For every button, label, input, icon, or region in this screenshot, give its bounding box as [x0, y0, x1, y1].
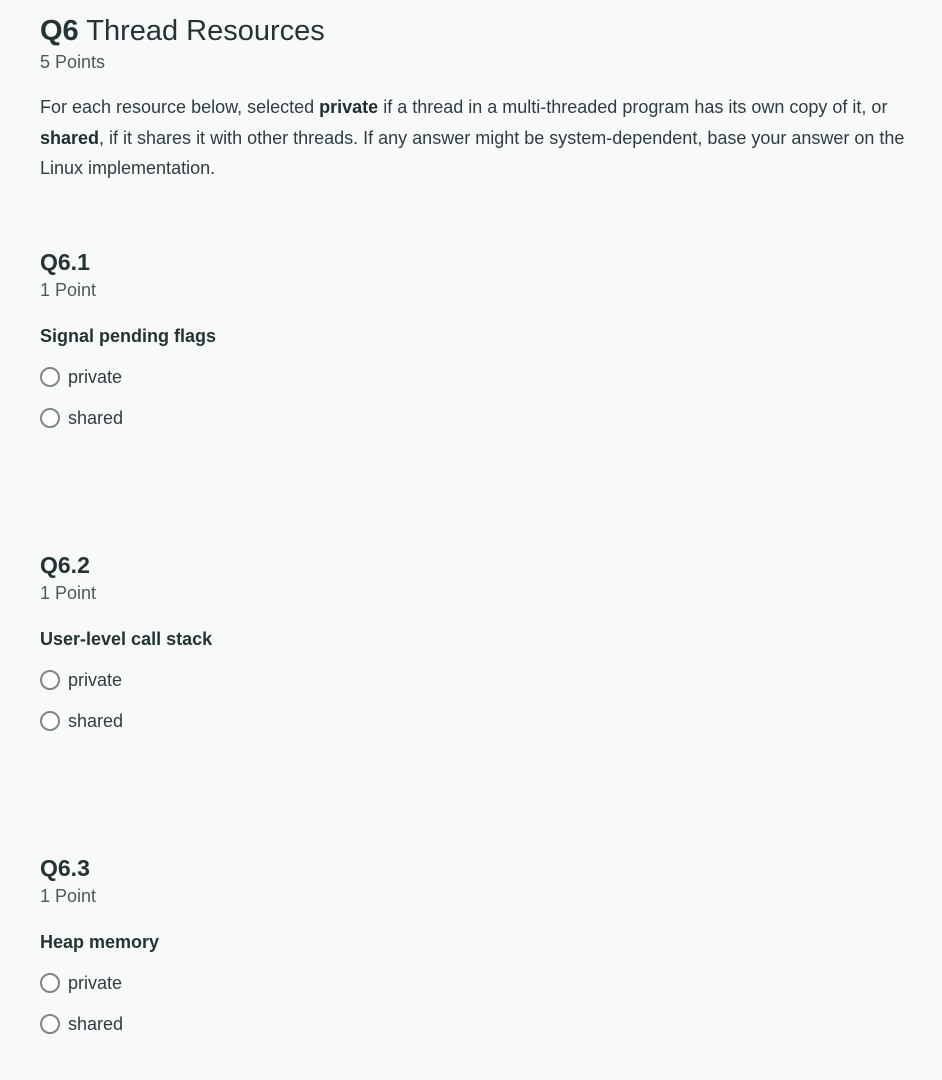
subquestion-points: 1 Point — [40, 583, 97, 603]
option-shared[interactable] — [40, 709, 900, 733]
instructions-text-1: For each resource below, selected — [40, 97, 320, 117]
subquestion-prompt: Heap memory — [40, 932, 160, 952]
option-shared[interactable] — [40, 1012, 900, 1036]
option-label: private — [68, 973, 123, 993]
question-title — [40, 13, 325, 49]
radio-button[interactable] — [40, 1014, 60, 1034]
radio-button[interactable] — [40, 367, 60, 387]
subquestion-points: 1 Point — [40, 280, 97, 300]
option-label: shared — [68, 1014, 124, 1034]
option-private[interactable] — [40, 668, 900, 692]
option-label: private — [68, 670, 123, 690]
question-number: Q6 — [40, 15, 79, 47]
radio-button[interactable] — [40, 973, 60, 993]
subquestion-points: 1 Point — [40, 886, 97, 906]
radio-button[interactable] — [40, 670, 60, 690]
subquestion-6-1 — [40, 248, 900, 430]
option-shared[interactable] — [40, 406, 900, 430]
subquestion-prompt: Signal pending flags — [40, 326, 217, 346]
option-private[interactable] — [40, 365, 900, 389]
subquestion-title: Q6.2 — [40, 552, 90, 578]
option-label: private — [68, 367, 123, 387]
option-label: shared — [68, 711, 124, 731]
instructions-text-2: if a thread in a multi-threaded program has its own copy of it, or — [378, 97, 888, 117]
radio-button[interactable] — [40, 711, 60, 731]
instructions-text-3: , if it shares it with other threads. If any answer might be system-dependent, base your answer on the Linux implementation. — [40, 127, 905, 178]
subquestion-prompt: User-level call stack — [40, 629, 213, 649]
question-title-text: Thread Resources — [86, 15, 325, 47]
radio-button[interactable] — [40, 408, 60, 428]
question-instructions — [40, 92, 910, 184]
subquestion-title: Q6.1 — [40, 249, 90, 275]
subquestion-title: Q6.3 — [40, 855, 90, 881]
subquestion-6-3 — [40, 854, 900, 1036]
option-label: shared — [68, 408, 124, 428]
subquestion-6-2 — [40, 551, 900, 733]
option-private[interactable] — [40, 971, 900, 995]
question-points: 5 Points — [40, 52, 106, 72]
instructions-bold-private: private — [319, 97, 379, 117]
instructions-bold-shared: shared — [40, 127, 100, 148]
